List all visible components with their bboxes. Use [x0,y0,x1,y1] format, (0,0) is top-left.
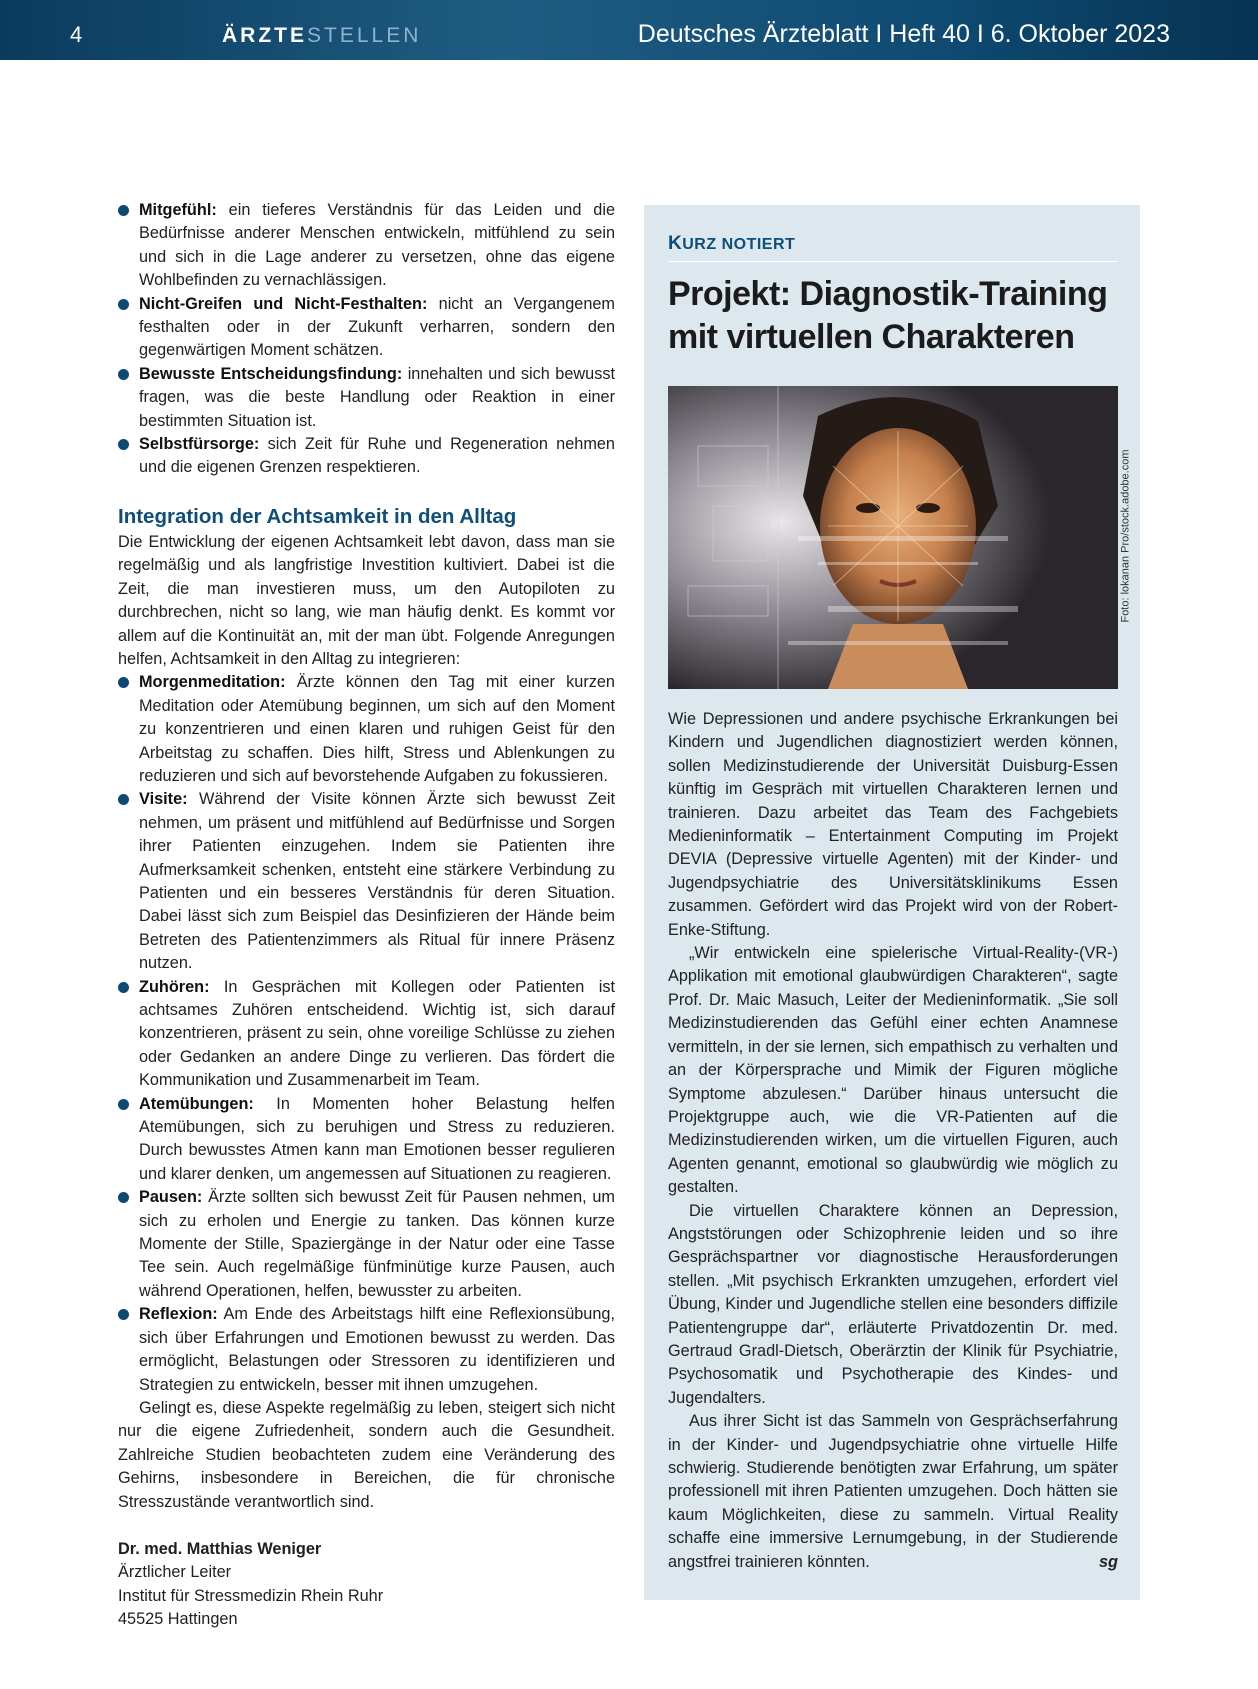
author-signature: sg [1098,1552,1118,1571]
article-photo [668,386,1118,689]
box-body [668,708,1118,1574]
section-logo [222,24,421,48]
bullet-icon [118,205,129,216]
list-item [118,976,615,1093]
bullet-term: Nicht-Greifen und Nicht-Festhalten: [139,294,428,313]
bullet-term: Zuhören: [139,977,210,996]
kicker-divider [668,261,1118,262]
bullet-text: nicht an Vergangenem festhalten oder in der Zukunft verharren, sondern den gegenwärtigen Moment schätzen. [139,294,615,360]
bullet-icon [118,677,129,688]
bullet-icon [118,1192,129,1203]
virtual-face-illustration [668,386,1118,689]
bullet-text: ein tieferes Verständnis für das Leiden und die Bedürfnisse anderer Menschen entwickeln, mitfühlend zu sein und sich in die Lage anderer zu versetzen, ohne das eigene Wohlbefinden zu vernachlässigen. [139,201,615,290]
bullet-term: Morgenmeditation: [139,673,286,692]
list-item [118,293,615,363]
photo-credit-text: Foto: lokanan Pro/stock.adobe.com [1119,449,1132,623]
logo-light: STELLEN [307,24,422,47]
bullet-text: In Momenten hoher Belastung helfen Atemübungen, sich zu beruhigen und Stress zu reduzieren. Durch bewusstes Atmen kann man Emotionen besser regulieren und klarer denken, um angemessen auf Situationen zu reagieren. [139,1094,615,1183]
list-item [118,433,615,480]
bullet-icon [118,369,129,380]
journal-issue: Deutsches Ärzteblatt I Heft 40 I 6. Oktober 2023 [637,20,1170,48]
bullet-text: Ärzte können den Tag mit einer kurzen Meditation oder Atemübung beginnen, um sich auf den Moment zu konzentrieren und einen klaren und ruhigen Geist für den Arbeitstag zu schaffen. Dies hilft, Stress und Ablenkungen zu reduzieren und sich auf bevorstehende Aufgaben zu fokussieren. [139,673,615,785]
author-city: 45525 Hattingen [118,1610,238,1629]
photo-credit [1119,386,1136,689]
logo-strong: ÄRZTE [222,24,307,47]
bullet-term: Visite: [139,790,188,809]
author-block [118,1538,615,1632]
bullet-text: Während der Visite können Ärzte sich bewusst Zeit nehmen, um präsent und mitfühlend auf Bedürfnisse und Sorgen ihrer Patienten einzugehen. Indem sie Patienten ihre Aufmerksamkeit schenken, entsteht eine stärkere Verbindung zu Patienten und ein besseres Verständnis für deren Situation. Dabei lässt sich zum Beispiel das Desinfizieren der Hände beim Betreten des Patientenzimmers als Ritual für innere Präsenz nutzen. [139,790,615,973]
author-name: Dr. med. Matthias Weniger [118,1539,322,1558]
bullet-list-principles [118,199,615,480]
bullet-term: Atemübungen: [139,1094,254,1113]
bullet-term: Reflexion: [139,1305,218,1324]
bullet-term: Mitgefühl: [139,201,217,219]
bullet-icon [118,299,129,310]
section-heading: Integration der Achtsamkeit in den Alltag [118,504,517,528]
list-item [118,199,615,293]
bullet-text: In Gesprächen mit Kollegen oder Patienten ist achtsames Zuhören entscheidend. Wichtig ist, sich darauf konzentrieren, präsent zu sein, ohne voreilige Schlüsse zu ziehen oder Gedanken an andere Dinge zu verlieren. Das fördert die Kommunikation und Zusammenarbeit im Team. [139,977,615,1090]
list-item [118,1093,615,1187]
bullet-icon [118,439,129,450]
list-item [118,788,615,975]
list-item [118,363,615,433]
author-role: Ärztlicher Leiter [118,1563,232,1582]
closing-paragraph: Gelingt es, diese Aspekte regelmäßig zu leben, steigert sich nicht nur die eigene Zufriedenheit, sondern auch die Gesundheit. Zahlreiche Studien beobachteten zudem eine Veränderung des Gehirns, insbesondere in Bereichen, die für chronische Stresszustände verantwortlich sind. [118,1398,615,1511]
box-kicker [668,233,795,255]
bullet-term: Pausen: [139,1188,203,1207]
header-bar [0,0,1258,60]
bullet-text: innehalten und sich bewusst fragen, was die beste Handlung oder Reaktion in einer bestimmten Situation ist. [139,364,615,430]
page-number: 4 [70,22,83,47]
box-paragraph: „Wir entwickeln eine spielerische Virtual-Reality-(VR-) Applikation mit emotional glaubwürdigen Charakteren“, sagte Prof. Dr. Maic Masuch, Leiter der Medieninformatik. „Sie soll Medizinstudierenden das Gefühl einer echten Anamnese vermitteln, in der sie lernen, sich empathisch zu verhalten und an der Körpersprache und Mimik der Figuren mögliche Symptome abzulesen.“ Darüber hinaus untersucht die Projektgruppe auch, wie die VR-Patienten auf die Medizinstudierenden wirken, um die virtuellen Figuren, auch Agenten genannt, emotional so glaubwürdig wie möglich zu gestalten. [668,944,1118,1197]
bullet-term: Selbstfürsorge: [139,435,260,454]
kicker-initial: K [668,233,683,254]
list-item [118,671,615,788]
bullet-term: Bewusste Entscheidungsfindung: [139,364,403,383]
kicker-rest: URZ NOTIERT [682,236,796,253]
news-box [644,205,1140,1600]
bullet-text: sich Zeit für Ruhe und Regeneration nehmen und die eigenen Grenzen respektieren. [139,435,615,477]
box-paragraph-text: Aus ihrer Sicht ist das Sammeln von Gesprächserfahrung in der Kinder- und Jugendpsychiatrie ohne virtuelle Hilfe schwierig. Studierende benötigten zwar Erfahrung, um später professionell mit ihren Patienten umzugehen. Doch hätten sie kaum Möglichkeiten, diese zu sammeln. Virtual Reality schaffe eine immersive Lernumgebung, in der Studierende angstfrei trainieren könnten. [668,1412,1118,1571]
intro-paragraph: Die Entwicklung der eigenen Achtsamkeit lebt davon, dass man sie regelmäßig und als langfristige Investition kultiviert. Dabei ist die Zeit, die man investieren muss, um den Autopiloten zu durchbrechen, nicht so lang, wie man häufig denkt. Es kommt vor allem auf die Kontinuität an, mit der man übt. Folgende Anregungen helfen, Achtsamkeit in den Alltag zu integrieren: [118,532,615,668]
box-paragraph: Wie Depressionen und andere psychische Erkrankungen bei Kindern und Jugendlichen diagnostiziert werden können, sollen Medizinstudierende der Universität Duisburg-Essen künftig im Gespräch mit virtuellen Charakteren lernen und trainieren. Dazu arbeitet das Team des Fachgebiets Medieninformatik – Entertainment Computing im Projekt DEVIA (Depressive virtuelle Agenten) mit der Kinder- und Jugendpsychiatrie des Universitätsklinikums Essen zusammen. Gefördert wird das Projekt wird von der Robert-Enke-Stiftung. [668,710,1118,939]
list-item [118,1186,615,1303]
bullet-text: Am Ende des Arbeitstags hilft eine Reflexionsübung, sich über Erfahrungen und Emotionen bewusst zu werden. Das ermöglicht, Belastungen oder Stressoren zu identifizieren und Strategien zu entwickeln, besser mit ihnen umzugehen. [139,1305,615,1394]
bullet-list-practices [118,671,615,1397]
bullet-text: Ärzte sollten sich bewusst Zeit für Pausen nehmen, um sich zu erholen und Energie zu tanken. Das können kurze Momente der Stille, Spaziergänge in der Natur oder eine Tasse Tee sein. Auch regelmäßige fünfminütige kurze Pausen, auch während Operationen, helfen, bewusster zu arbeiten. [139,1188,615,1300]
box-paragraph [668,1410,1118,1574]
box-title: Projekt: Diagnostik-Training mit virtuellen Charakteren [668,275,1108,356]
box-paragraph: Die virtuellen Charaktere können an Depression, Angststörungen oder Schizophrenie leiden und so ihre Gesprächspartner vor diagnostische Herausforderungen stellen. „Mit psychisch Erkrankten umzugehen, erfordert viel Übung, Kinder und Jugendliche stellen eine besonders diffizile Patientengruppe dar“, erläuterte Privatdozentin Dr. med. Gertraud Gradl-Dietsch, Oberärztin der Klinik für Psychiatrie, Psychosomatik und Psychotherapie des Kindes- und Jugendalters. [668,1201,1118,1407]
bullet-icon [118,794,129,805]
bullet-icon [118,1309,129,1320]
bullet-icon [118,1099,129,1110]
bullet-icon [118,982,129,993]
author-institute: Institut für Stressmedizin Rhein Ruhr [118,1586,384,1605]
list-item [118,1303,615,1397]
left-column [118,199,615,1632]
